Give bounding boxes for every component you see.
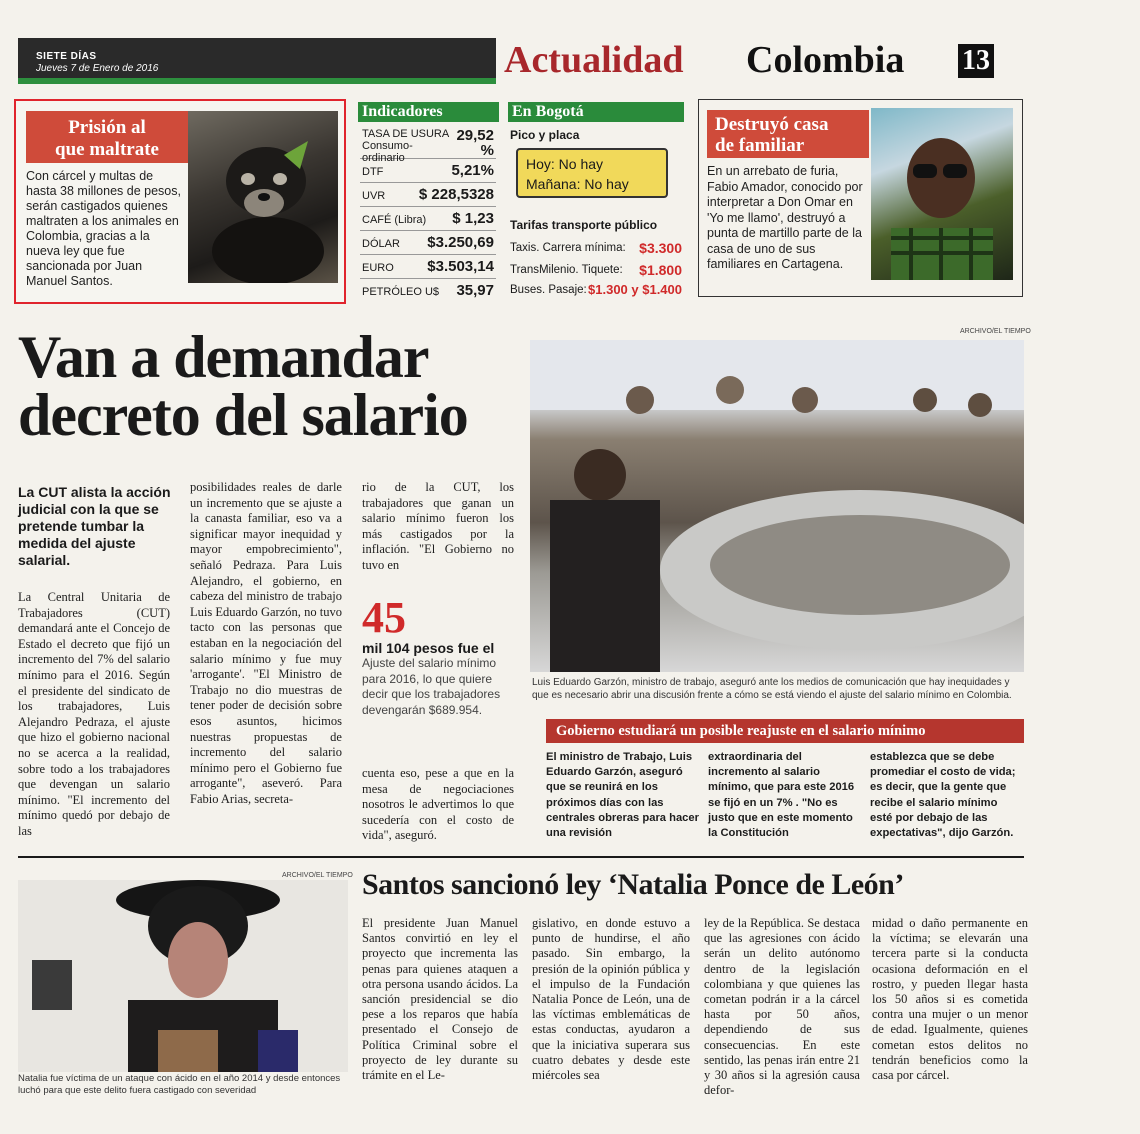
brief-prision-title-line2: que maltrate (55, 139, 159, 160)
brief-prision-title (26, 111, 188, 163)
brief-prision-body: Con cárcel y multas de hasta 38 millones de pesos, serán castigados quienes maltraten a los animales en Colombia, gracias a la nueva ley que fue sancionada por Juan Manuel Santos. (26, 169, 181, 288)
highlight-number-body: Ajuste del salario mínimo para 2016, lo que quiere decir que los trabajadores devengarán $689.954. (362, 656, 501, 717)
section-divider (18, 856, 1024, 858)
second-body-col4: midad o daño permanente en la víctima; se elevarán una tercera parte si la conducta ocasiona deformación en el rostro, y pueden llegar hasta los 50 años si es cometida contra una mujer o un menor de edad. Igualmente, quienes cometan estos delitos no tendrán beneficios como la casa por cárcel. (872, 916, 1028, 1083)
sub-story-col1: El ministro de Trabajo, Luis Eduardo Garzón, aseguró que se reunirá en los próximos días con las centrales obreras para hacer una revisión (546, 751, 699, 840)
section-title-black: Colombia (746, 39, 905, 81)
indicator-value: $ 1,23 (452, 210, 494, 227)
indicator-label: EURO (362, 262, 394, 274)
page-header (18, 38, 1024, 86)
page-number: 13 (958, 44, 994, 78)
photo-credit: ARCHIVO/EL TIEMPO (960, 328, 1031, 335)
bogota-box (508, 102, 684, 298)
indicator-label: CAFÉ (Libra) (362, 214, 427, 226)
photo-credit: ARCHIVO/EL TIEMPO (282, 872, 353, 879)
natalia-photo-caption: Natalia fue víctima de un ataque con ácido en el año 2014 y desde entonces luchó para que este delito fuera castigado con severidad (18, 1073, 341, 1096)
indicator-row (360, 160, 496, 183)
brief-destruyo-body: En un arrebato de furia, Fabio Amador, conocido por interpretar a Don Omar en 'Yo me llamo', destruyó a punta de martillo parte de la casa de uno de sus familiares en Cartagena. (707, 164, 863, 271)
tarifa-value: $3.300 (639, 240, 682, 256)
brief-destruyo (698, 99, 1023, 297)
tarifa-label: Buses. Pasaje: (510, 284, 587, 296)
brief-prision-title-line1: Prisión al (68, 117, 146, 138)
second-body-col1: El presidente Juan Manuel Santos convirtió en ley el proyecto que incrementa las penas para quienes ataquen a otra persona usando ácidos. La sanción presidencial se dio pese a los reparos que había presentado el Consejo de Política Criminal sobre el proyecto de ley durante su trámite en el Le- (362, 916, 518, 1083)
dog-photo (188, 111, 338, 283)
tarifa-row (510, 242, 682, 254)
indicators-box (358, 102, 499, 298)
tarifa-value: $1.800 (639, 262, 682, 278)
highlight-number: 45 (362, 593, 406, 642)
indicator-row (360, 184, 496, 207)
portrait-illustration (871, 108, 1013, 280)
sub-story-title: Gobierno estudiará un posible reajuste en el salario mínimo (546, 719, 1024, 743)
indicators-title: Indicadores (358, 102, 499, 122)
indicator-label: DÓLAR (362, 238, 400, 250)
tarifa-row (510, 284, 682, 296)
second-body-col2: gislativo, en donde estuvo a punto de hundirse, el año pasado. Sin embargo, la presión de la opinión pública y el impulso de la Fundación Natalia Ponce de León, una de las víctimas emblemáticas de estas conductas, ayudaron a que la iniciativa superara sus cuatro debates y desde este miércoles sea (532, 916, 690, 1083)
highlight-number-sub: mil 104 pesos fue el (362, 640, 495, 656)
section-title-red: Actualidad (504, 39, 684, 81)
indicator-label: PETRÓLEO U$ (362, 286, 440, 298)
main-body-col2: posibilidades reales de darle un incremento que se ajuste a la canasta familiar, eso va a significar mayor inequidad y mayor empobrecimiento", señaló Pedraza. Para Luis Alejandro, el gobierno, en cabeza del ministro de trabajo Luis Eduardo Garzón, no tuvo tacto con las personas que estaban en la negociación del salario mínimo y fue muy 'arrogante'. "El Ministro de Trabajo no dio muestras de tener poder de decisión sobre esos asuntos, hicimos nuestras propuestas de incremento del salario mínimo pero el Gobierno fue arrogante", aseveró. Para Fabio Arias, secreta- (190, 480, 342, 806)
indicator-label: DTF (362, 166, 384, 178)
license-plate-graphic (516, 148, 668, 198)
indicator-label: UVR (362, 190, 386, 202)
sub-story-col3: establezca que se debe promediar el costo de vida; es decir, que la gente que recibe el salario mínimo esté por debajo de las expectativas", dijo Garzón. (870, 751, 1016, 840)
indicator-row (360, 232, 496, 255)
main-headline-line2: decreto del salario (18, 382, 468, 448)
fabio-amador-photo (871, 108, 1013, 280)
tarifa-label: TransMilenio. Tiquete: (510, 264, 623, 276)
second-headline: Santos sancionó ley ‘Natalia Ponce de León’ (362, 868, 904, 901)
indicator-row (360, 256, 496, 279)
brief-destruyo-title (707, 110, 869, 158)
main-headline (18, 324, 528, 448)
dog-illustration (188, 111, 338, 283)
indicator-value: 35,97 (456, 282, 494, 299)
meeting-photo (530, 340, 1024, 672)
main-body-col3b: cuenta eso, pese a que en la mesa de negociaciones nosotros le advertimos lo que sucedería con el costo de vida", aseguró. (362, 766, 514, 843)
tarifas-label: Tarifas transporte público (510, 218, 658, 232)
bogota-title: En Bogotá (508, 102, 684, 122)
main-body-col3a: rio de la CUT, los trabajadores que ganan un salario mínimo fueron los más castigados por la inflación. "El Gobierno no tuvo en (362, 480, 514, 572)
indicator-row (360, 280, 496, 300)
brief-destruyo-title-line2: de familiar (715, 135, 805, 156)
main-body-col1: La Central Unitaria de Trabajadores (CUT) demandará ante el Concejo de Estado el decreto que fijó un incremento del 7% del salario mínimo para el 2016. Según el presidente del sindicato de los trabajadores, Luis Alejandro Pedraza, el ajuste que hizo el gobierno nacional no se acerca a la realidad, sobre todo a los trabajadores que devengan un salario mínimo. "El incremento del mínimo quedó por debajo de las (18, 590, 170, 838)
indicator-label: TASA DE USURA Consumo-ordinario (362, 128, 449, 164)
natalia-photo (18, 880, 348, 1072)
indicator-value: 5,21% (451, 162, 494, 179)
indicator-value: $3.503,14 (427, 258, 494, 275)
tarifa-label: Taxis. Carrera mínima: (510, 242, 626, 254)
section-label: SIETE DÍAS (36, 51, 97, 62)
tarifa-row (510, 264, 682, 276)
indicator-row (360, 208, 496, 231)
pico-y-placa-today: Hoy: No hay (526, 156, 604, 172)
main-headline-line1: Van a demandar (18, 324, 429, 390)
sub-story-col2: extraordinaria del incremento al salario mínimo, que para este 2016 se fijó en un 7% . "No es justo que en este momento la Constitución (708, 751, 855, 840)
meeting-illustration (530, 340, 1024, 672)
header-bar (18, 38, 496, 84)
second-body-col3: ley de la República. Se destaca que las agresiones con ácido serán un delito autónomo dentro de la legislación colombiana y que quienes las cometan podrán ir a la cárcel hasta por 50 años, dependiendo de sus consecuencias. En este sentido, las penas irán entre 21 y 30 años si la agresión causa defor- (704, 916, 860, 1098)
indicator-value: $ 228,5328 (418, 186, 494, 203)
brief-destruyo-title-line1: Destruyó casa (715, 114, 829, 135)
indicator-row (360, 126, 496, 164)
indicator-value: $3.250,69 (427, 234, 494, 251)
publication-date: Jueves 7 de Enero de 2016 (36, 63, 159, 74)
portrait-illustration (18, 880, 348, 1072)
indicator-value: 29,52 % (456, 127, 494, 159)
pico-y-placa-tomorrow: Mañana: No hay (526, 176, 629, 192)
pico-y-placa-label: Pico y placa (510, 128, 580, 142)
tarifa-value: $1.300 y $1.400 (588, 282, 682, 297)
brief-prision (14, 99, 346, 304)
main-dek: La CUT alista la acción judicial con la que se pretende tumbar la medida del ajuste salarial. (18, 484, 171, 568)
main-photo-caption: Luis Eduardo Garzón, ministro de trabajo, aseguró ante los medios de comunicación que hay inequidades y que es necesario abrir una discusión frente a cómo se está viendo el ajuste del salario mínimo en Colombia. (532, 677, 1012, 701)
